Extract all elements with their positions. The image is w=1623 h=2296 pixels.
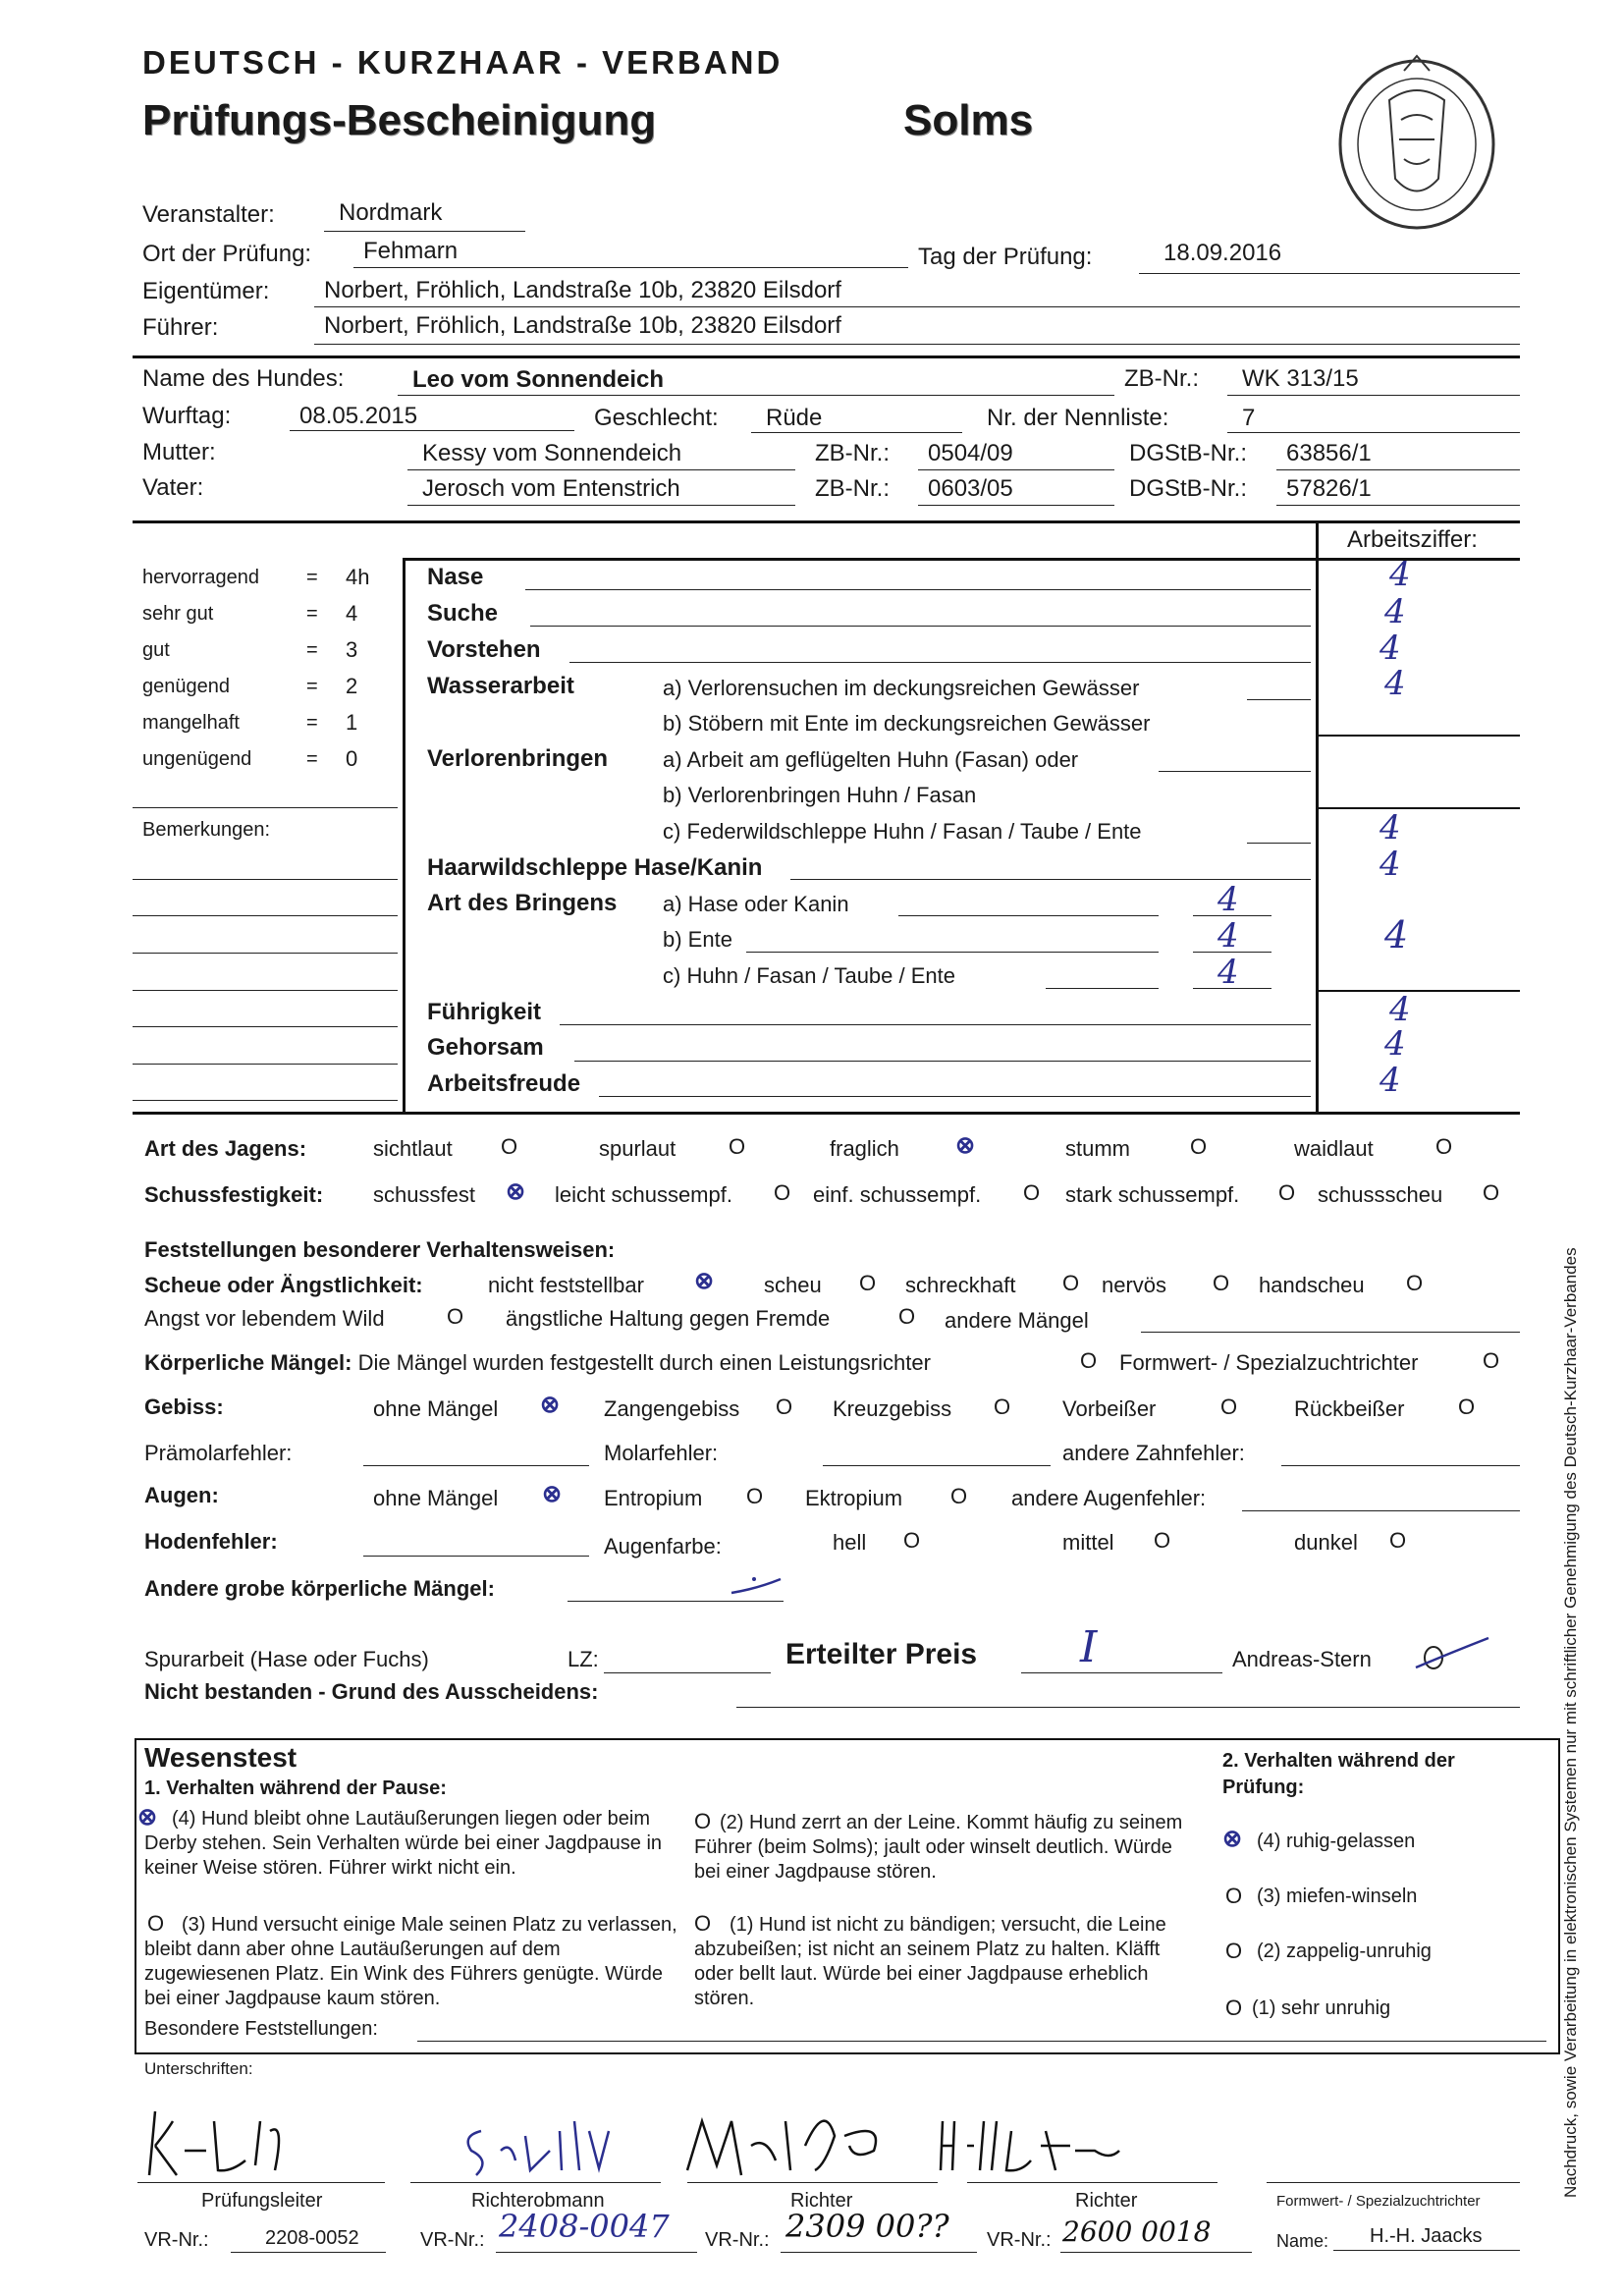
org-name: DEUTSCH - KURZHAAR - VERBAND — [142, 44, 784, 81]
subject-arbeitsfreude: Arbeitsfreude — [427, 1070, 581, 1097]
nicht-bestanden-label: Nicht bestanden - Grund des Ausscheidens: — [144, 1679, 599, 1704]
radio-unchecked-icon[interactable]: O — [746, 1484, 764, 1508]
scale-label: hervorragend — [142, 567, 259, 588]
subject-verl-a: a) Arbeit am geflügelten Huhn (Fasan) oder — [663, 747, 1079, 772]
radio-crossed-icon[interactable]: ⊗ — [694, 1268, 715, 1294]
subject-bring-a: a) Hase oder Kanin — [663, 892, 849, 916]
radio-crossed-icon[interactable]: ⊗ — [542, 1481, 563, 1507]
jagen-option: waidlaut — [1294, 1136, 1374, 1161]
wesen-p4: (4) Hund bleibt ohne Lautäußerungen liegen oder beim Derby stehen. Sein Verhalten würde bei einer Jagdpause in keiner Weise stören. Führer wirkt nicht ein. — [144, 1808, 663, 1879]
scheue-option: scheu — [764, 1273, 822, 1297]
wesen-o4: (4) ruhig-gelassen — [1257, 1831, 1416, 1852]
radio-crossed-icon[interactable]: ⊗ — [540, 1392, 561, 1418]
mutter-value: Kessy vom Sonnendeich — [422, 440, 682, 466]
scheue-label: Scheue oder Ängstlichkeit: — [144, 1273, 423, 1297]
bemerkungen-label: Bemerkungen: — [142, 819, 271, 841]
mutter-zb-value: 0504/09 — [928, 440, 1013, 466]
hoden-label: Hodenfehler: — [144, 1529, 278, 1554]
radio-crossed-icon[interactable]: ⊗ — [137, 1804, 158, 1831]
geschlecht-label: Geschlecht: — [594, 405, 719, 431]
radio-crossed-icon[interactable]: ⊗ — [506, 1178, 526, 1205]
augenfarbe-option: dunkel — [1294, 1530, 1358, 1555]
mutter-zb-label: ZB-Nr.: — [815, 440, 890, 466]
subject-wasserarbeit: Wasserarbeit — [427, 673, 574, 699]
angst-label: Angst vor lebendem Wild — [144, 1306, 385, 1331]
radio-unchecked-icon[interactable]: O — [1458, 1394, 1476, 1419]
exam-type: Solms — [903, 96, 1034, 144]
veranstalter-label: Veranstalter: — [142, 201, 275, 228]
scale-label: sehr gut — [142, 603, 214, 625]
scale-value: 1 — [346, 710, 358, 735]
score-vorstehen: 4 — [1380, 629, 1401, 668]
koerper-text: Die Mängel wurden festgestellt durch einen Leistungsrichter — [357, 1350, 931, 1375]
hund-zb-label: ZB-Nr.: — [1124, 365, 1199, 392]
hund-name-label: Name des Hundes: — [142, 365, 345, 392]
score-wasser-a: 4 — [1384, 664, 1406, 703]
radio-unchecked-icon[interactable]: O — [994, 1394, 1011, 1419]
wesen-o2: (2) zappelig-unruhig — [1257, 1941, 1432, 1962]
grobe-maengel-label: Andere grobe körperliche Mängel: — [144, 1576, 495, 1601]
scheue-option: nervös — [1102, 1273, 1167, 1297]
page-title: Prüfungs-Bescheinigung — [142, 96, 657, 144]
radio-unchecked-icon[interactable]: O — [1023, 1180, 1041, 1205]
vater-zb-value: 0603/05 — [928, 475, 1013, 502]
radio-unchecked-icon[interactable]: O — [859, 1271, 877, 1295]
role-formwert: Formwert- / Spezialzuchtrichter — [1276, 2193, 1481, 2210]
jagen-option: spurlaut — [599, 1136, 676, 1161]
score-gehorsam: 4 — [1384, 1024, 1406, 1064]
unterschriften-label: Unterschriften: — [144, 2059, 253, 2078]
radio-unchecked-icon[interactable]: O — [950, 1484, 968, 1508]
stern-crossed-icon[interactable] — [1414, 1632, 1492, 1676]
augenfarbe-option: hell — [833, 1530, 867, 1555]
radio-unchecked-icon[interactable]: O — [1435, 1134, 1453, 1159]
jagen-option: stumm — [1065, 1136, 1130, 1161]
radio-unchecked-icon[interactable]: O — [1483, 1180, 1500, 1205]
gebiss-option: Rückbeißer — [1294, 1396, 1405, 1421]
score-bring-total: 4 — [1384, 913, 1409, 957]
subject-verl-b: b) Verlorenbringen Huhn / Fasan — [663, 783, 977, 807]
andere-maengel-label: andere Mängel — [945, 1308, 1089, 1333]
verband-seal-icon — [1330, 41, 1507, 238]
radio-unchecked-icon[interactable]: O — [1213, 1271, 1230, 1295]
eigentuemer-value: Norbert, Fröhlich, Landstraße 10b, 23820 Eilsdorf — [324, 277, 841, 303]
wesenstest-title: Wesenstest — [144, 1742, 298, 1773]
radio-unchecked-icon[interactable]: O — [1483, 1348, 1500, 1373]
subject-vorstehen: Vorstehen — [427, 636, 541, 663]
score-arbeitsfreude: 4 — [1380, 1061, 1401, 1100]
subject-art-bringens: Art des Bringens — [427, 890, 618, 916]
radio-unchecked-icon[interactable]: O — [1389, 1528, 1407, 1553]
score-bring-b: 4 — [1217, 916, 1239, 956]
score-bring-a: 4 — [1217, 880, 1239, 919]
koerper-label: Körperliche Mängel: — [144, 1350, 352, 1375]
radio-unchecked-icon[interactable]: O — [1080, 1348, 1098, 1373]
vater-zb-label: ZB-Nr.: — [815, 475, 890, 502]
subject-gehorsam: Gehorsam — [427, 1034, 544, 1061]
scheue-option: schreckhaft — [905, 1273, 1016, 1297]
augen-label: Augen: — [144, 1483, 219, 1507]
schuss-option: stark schussempf. — [1065, 1182, 1240, 1207]
tag-value: 18.09.2016 — [1163, 240, 1282, 266]
radio-unchecked-icon[interactable]: O — [1190, 1134, 1208, 1159]
radio-unchecked-icon[interactable]: O — [776, 1394, 793, 1419]
vr-label: VR-Nr.: — [144, 2229, 209, 2251]
subject-wasser-a: a) Verlorensuchen im deckungsreichen Gewässer — [663, 676, 1140, 700]
fuehrer-value: Norbert, Fröhlich, Landstraße 10b, 23820 Eilsdorf — [324, 312, 841, 339]
vater-value: Jerosch vom Entenstrich — [422, 475, 680, 502]
schuss-option: leicht schussempf. — [555, 1182, 732, 1207]
score-bring-c: 4 — [1217, 953, 1239, 992]
vr-value: 2309 00?? — [785, 2208, 949, 2245]
scheue-option: handscheu — [1259, 1273, 1365, 1297]
role-pruefungsleiter: Prüfungsleiter — [201, 2190, 323, 2212]
radio-unchecked-icon[interactable]: O — [1278, 1180, 1296, 1205]
score-suche: 4 — [1384, 592, 1406, 631]
wesen-p3: (3) Hund versucht einige Male seinen Platz zu verlassen, bleibt dann aber ohne Lautäußerungen auf dem zugewiesenen Platz. Ein Wink des Führers genügte. Würde bei einer Jagdpause kaum stören. — [144, 1914, 677, 2009]
fuehrer-label: Führer: — [142, 314, 219, 341]
score-verl-c: 4 — [1380, 808, 1401, 847]
copyright-notice: Nachdruck, sowie Verarbeitung in elektronischen Systemen nur mit schriftlicher Genehmigung des Deutsch-Kurzhaar-Verbandes — [1561, 1247, 1580, 2198]
schuss-label: Schussfestigkeit: — [144, 1182, 324, 1207]
wesen-sub2: 2. Verhalten während der Prüfung: — [1222, 1750, 1455, 1798]
radio-crossed-icon[interactable]: ⊗ — [955, 1132, 976, 1159]
radio-unchecked-icon[interactable]: O — [774, 1180, 791, 1205]
jagen-label: Art des Jagens: — [144, 1136, 307, 1161]
schuss-option: einf. schussempf. — [813, 1182, 982, 1207]
name-label: Name: — [1276, 2231, 1329, 2251]
eigentuemer-label: Eigentümer: — [142, 278, 270, 304]
augenfarbe-option: mittel — [1062, 1530, 1114, 1555]
vr-value: 2408-0047 — [499, 2208, 670, 2245]
wesen-o3: (3) miefen-winseln — [1257, 1886, 1418, 1907]
score-nase: 4 — [1389, 555, 1411, 594]
gebiss-option: Zangengebiss — [604, 1396, 740, 1421]
radio-unchecked-icon[interactable]: O — [447, 1304, 464, 1329]
radio-unchecked-icon[interactable]: O — [147, 1911, 165, 1936]
scale-value: 0 — [346, 746, 358, 771]
spur-label: Spurarbeit (Hase oder Fuchs) — [144, 1647, 429, 1671]
wesen-p1: (1) Hund ist nicht zu bändigen; versucht, die Leine abzubeißen; ist nicht an seinem Platz zu halten. Kläfft oder bellt laut. Würde bei einer Jagdpause erheblich stören. — [694, 1914, 1166, 2009]
lz-label: LZ: — [568, 1647, 599, 1671]
geschlecht-value: Rüde — [766, 405, 823, 431]
gebiss-option: Kreuzgebiss — [833, 1396, 952, 1421]
schuss-option: schussscheu — [1318, 1182, 1443, 1207]
gebiss-option: ohne Mängel — [373, 1396, 499, 1421]
stern-label: Andreas-Stern — [1232, 1647, 1372, 1671]
formwert-label: Formwert- / Spezialzuchtrichter — [1119, 1350, 1419, 1375]
role-richterobmann: Richterobmann — [471, 2190, 605, 2212]
role-richter: Richter — [1075, 2190, 1138, 2212]
scheue-option: nicht feststellbar — [488, 1273, 644, 1297]
wurftag-label: Wurftag: — [142, 403, 232, 429]
subject-bring-b: b) Ente — [663, 927, 732, 952]
scale-label: genügend — [142, 676, 230, 697]
subject-verl-c: c) Federwildschleppe Huhn / Fasan / Taube / Ente — [663, 819, 1142, 844]
molar-label: Molarfehler: — [604, 1441, 719, 1465]
andere-augen-label: andere Augenfehler: — [1011, 1486, 1207, 1510]
preis-label: Erteilter Preis — [785, 1638, 978, 1670]
wurftag-value: 08.05.2015 — [299, 403, 418, 429]
vr-label: VR-Nr.: — [420, 2229, 485, 2251]
vr-label: VR-Nr.: — [705, 2229, 770, 2251]
vater-dgstb-label: DGStB-Nr.: — [1129, 475, 1248, 502]
preis-value: I — [1080, 1622, 1098, 1672]
subject-suche: Suche — [427, 600, 499, 627]
vater-label: Vater: — [142, 474, 204, 501]
scale-label: mangelhaft — [142, 712, 240, 734]
radio-unchecked-icon[interactable]: O — [694, 1911, 712, 1936]
praemolar-label: Prämolarfehler: — [144, 1441, 293, 1465]
fremde-label: ängstliche Haltung gegen Fremde — [506, 1306, 831, 1331]
role-richter: Richter — [790, 2190, 853, 2212]
besondere-label: Besondere Feststellungen: — [144, 2018, 378, 2040]
vater-dgstb-value: 57826/1 — [1286, 475, 1372, 502]
radio-unchecked-icon[interactable]: O — [1406, 1271, 1424, 1295]
scale-value: 4h — [346, 565, 370, 589]
veranstalter-value: Nordmark — [339, 199, 443, 226]
verhalten-title: Feststellungen besonderer Verhaltensweisen: — [144, 1237, 616, 1262]
subject-haarwild: Haarwildschleppe Hase/Kanin — [427, 854, 763, 881]
mutter-dgstb-label: DGStB-Nr.: — [1129, 440, 1248, 466]
radio-unchecked-icon[interactable]: O — [729, 1134, 746, 1159]
radio-unchecked-icon[interactable]: O — [694, 1809, 712, 1833]
radio-unchecked-icon[interactable]: O — [1062, 1271, 1080, 1295]
nennliste-value: 7 — [1242, 405, 1256, 431]
scale-value: 4 — [346, 601, 358, 626]
radio-unchecked-icon[interactable]: O — [1225, 1939, 1243, 1963]
signatures-icon — [137, 2092, 1237, 2185]
radio-unchecked-icon[interactable]: O — [1154, 1528, 1171, 1553]
radio-unchecked-icon[interactable]: O — [1225, 1884, 1243, 1908]
gebiss-label: Gebiss: — [144, 1394, 224, 1419]
andere-zahn-label: andere Zahnfehler: — [1062, 1441, 1245, 1465]
ort-label: Ort der Prüfung: — [142, 241, 312, 267]
scale-label: ungenügend — [142, 748, 252, 770]
mutter-dgstb-value: 63856/1 — [1286, 440, 1372, 466]
hund-zb-value: WK 313/15 — [1242, 365, 1359, 392]
hund-name-value: Leo vom Sonnendeich — [412, 366, 665, 393]
wesen-o1: (1) sehr unruhig — [1252, 1997, 1391, 2019]
radio-unchecked-icon[interactable]: O — [1225, 1995, 1243, 2020]
augen-option: Entropium — [604, 1486, 703, 1510]
subject-fuehrigkeit: Führigkeit — [427, 999, 542, 1025]
wesen-sub1: 1. Verhalten während der Pause: — [144, 1777, 447, 1799]
augenfarbe-label: Augenfarbe: — [604, 1534, 722, 1558]
vr-value: 2208-0052 — [265, 2227, 359, 2249]
scale-label: gut — [142, 639, 170, 661]
radio-unchecked-icon[interactable]: O — [1220, 1394, 1238, 1419]
scale-value: 3 — [346, 637, 358, 662]
radio-unchecked-icon[interactable]: O — [898, 1304, 916, 1329]
radio-crossed-icon[interactable]: ⊗ — [1222, 1826, 1243, 1852]
subject-bring-c: c) Huhn / Fasan / Taube / Ente — [663, 963, 955, 988]
score-fuehrigkeit: 4 — [1389, 990, 1411, 1029]
vr-label: VR-Nr.: — [987, 2229, 1052, 2251]
augen-option: ohne Mängel — [373, 1486, 499, 1510]
jagen-option: sichtlaut — [373, 1136, 453, 1161]
schuss-option: schussfest — [373, 1182, 475, 1207]
subject-verlorenbringen: Verlorenbringen — [427, 745, 609, 772]
scale-value: 2 — [346, 674, 358, 698]
arbeitsziffer-label: Arbeitsziffer: — [1347, 526, 1478, 553]
radio-unchecked-icon[interactable]: O — [501, 1134, 518, 1159]
ort-value: Fehmarn — [363, 238, 459, 264]
gebiss-option: Vorbeißer — [1062, 1396, 1157, 1421]
nennliste-label: Nr. der Nennliste: — [987, 405, 1169, 431]
jagen-option: fraglich — [830, 1136, 899, 1161]
score-haarwild: 4 — [1380, 845, 1401, 884]
tag-label: Tag der Prüfung: — [918, 244, 1093, 270]
augen-option: Ektropium — [805, 1486, 903, 1510]
subject-nase: Nase — [427, 564, 484, 590]
vr-value: 2600 0018 — [1062, 2215, 1212, 2248]
name-value: H.-H. Jaacks — [1370, 2225, 1483, 2247]
handwritten-dash-icon — [727, 1571, 785, 1601]
radio-unchecked-icon[interactable]: O — [903, 1528, 921, 1553]
subject-wasser-b: b) Stöbern mit Ente im deckungsreichen Gewässer — [663, 711, 1151, 736]
wesen-p2: (2) Hund zerrt an der Leine. Kommt häufig zu seinem Führer (beim Solms); jault oder winselt deutlich. Würde bei einer Jagdpause stören. — [694, 1812, 1183, 1883]
mutter-label: Mutter: — [142, 439, 216, 465]
